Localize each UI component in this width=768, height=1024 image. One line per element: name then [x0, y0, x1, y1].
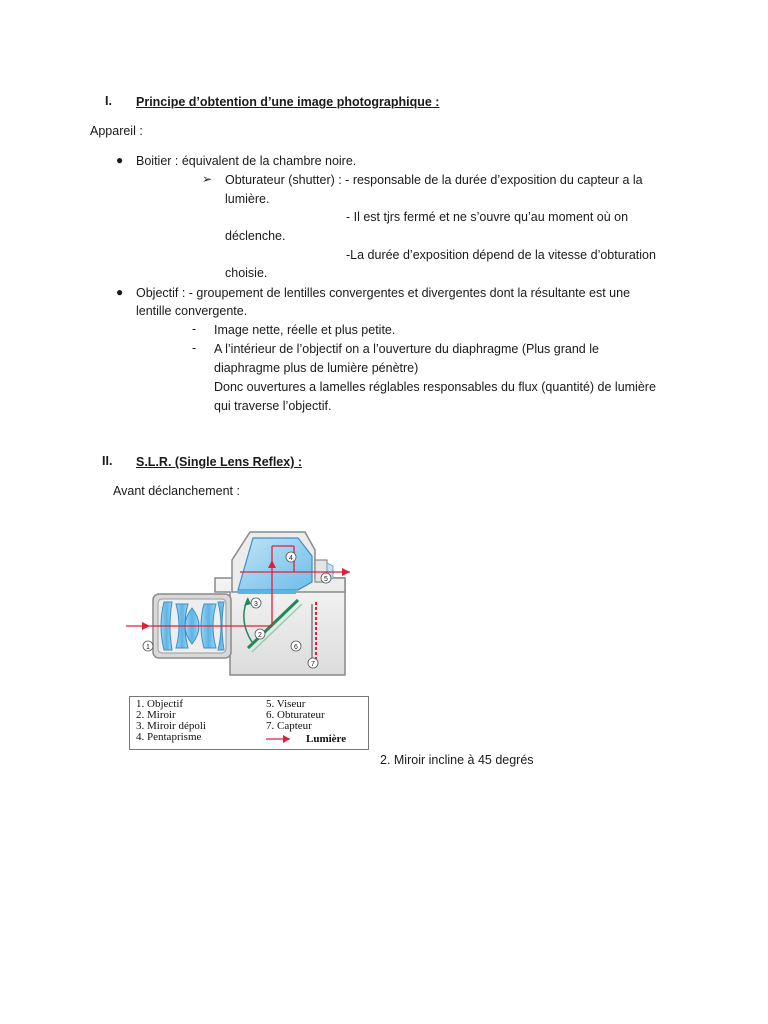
obturateur-line1: Obturateur (shutter) : - responsable de la durée d’exposition du capteur a la — [225, 173, 643, 187]
objectif-dash2-line2: diaphragme plus de lumière pénètre) — [214, 361, 419, 375]
legend-objectif: 1. Objectif — [136, 698, 184, 710]
objectif-dash1: Image nette, réelle et plus petite. — [214, 323, 396, 337]
note2-line1: -La durée d’exposition dépend de la vitesse d’obturation — [346, 248, 656, 262]
svg-text:4: 4 — [289, 555, 293, 562]
legend-lumiere: Lumière — [306, 733, 347, 745]
section2-title — [136, 454, 302, 470]
section1-title-text: Principe d’obtention d’une image photographique : — [136, 95, 440, 109]
dash-bullet-icon: - — [192, 341, 197, 355]
objectif-line2: lentille convergente. — [136, 304, 248, 318]
objectif-dash2-line1: A l’intérieur de l’objectif on a l’ouverture du diaphragme (Plus grand le — [214, 342, 599, 356]
bullet-icon: ● — [116, 153, 124, 167]
objectif-dash2-line3: Donc ouvertures a lamelles réglables responsables du flux (quantité) de lumière — [214, 380, 656, 394]
section2-number: II. — [102, 454, 113, 468]
marker-7 — [308, 658, 318, 668]
section1-subtitle: Appareil : — [90, 124, 143, 138]
legend-viseur: 5. Viseur — [266, 698, 306, 710]
note1-line2: déclenche. — [225, 229, 286, 243]
section1-title — [136, 94, 439, 110]
marker-6 — [291, 641, 301, 651]
marker-3 — [251, 598, 261, 608]
bullet-icon: ● — [116, 285, 124, 299]
diagram-caption: 2. Miroir incline à 45 degrés — [380, 753, 534, 767]
marker-2 — [255, 629, 265, 639]
arrowhead-icon — [142, 622, 150, 630]
section2-title-text: S.L.R. (Single Lens Reflex) : — [136, 455, 302, 469]
marker-4 — [286, 552, 296, 562]
svg-text:6: 6 — [294, 644, 298, 651]
marker-5 — [321, 573, 331, 583]
boitier-text: Boitier : équivalent de la chambre noire. — [136, 154, 357, 168]
svg-text:2: 2 — [258, 632, 262, 639]
obturateur-line2: lumière. — [225, 192, 270, 206]
slr-camera-diagram — [120, 520, 370, 680]
focusing-screen — [238, 590, 296, 594]
svg-text:1: 1 — [146, 644, 150, 651]
legend-miroir-depoli: 3. Miroir dépoli — [136, 720, 206, 732]
section2-subtitle: Avant déclanchement : — [113, 484, 240, 498]
svg-text:7: 7 — [311, 661, 315, 668]
arrowhead-icon — [342, 568, 350, 576]
objectif-line1: Objectif : - groupement de lentilles convergentes et divergentes dont la résultante est une — [136, 286, 631, 300]
svg-text:5: 5 — [324, 576, 328, 583]
legend-capteur: 7. Capteur — [266, 720, 312, 732]
light-arrow-icon — [266, 734, 292, 744]
note1-line1: - Il est tjrs fermé et ne s’ouvre qu’au moment où on — [346, 210, 629, 224]
section1-number: I. — [105, 94, 112, 108]
objectif-dash2-line4: qui traverse l’objectif. — [214, 399, 332, 413]
diagram-legend — [129, 696, 369, 750]
marker-1 — [143, 641, 153, 651]
dash-bullet-icon: - — [192, 322, 197, 336]
legend-pentaprisme: 4. Pentaprisme — [136, 731, 202, 743]
note2-line2: choisie. — [225, 266, 268, 280]
legend-obturateur: 6. Obturateur — [266, 709, 325, 721]
arrow-bullet-icon: ➢ — [202, 172, 213, 186]
legend-miroir: 2. Miroir — [136, 709, 176, 721]
svg-text:3: 3 — [254, 601, 258, 608]
